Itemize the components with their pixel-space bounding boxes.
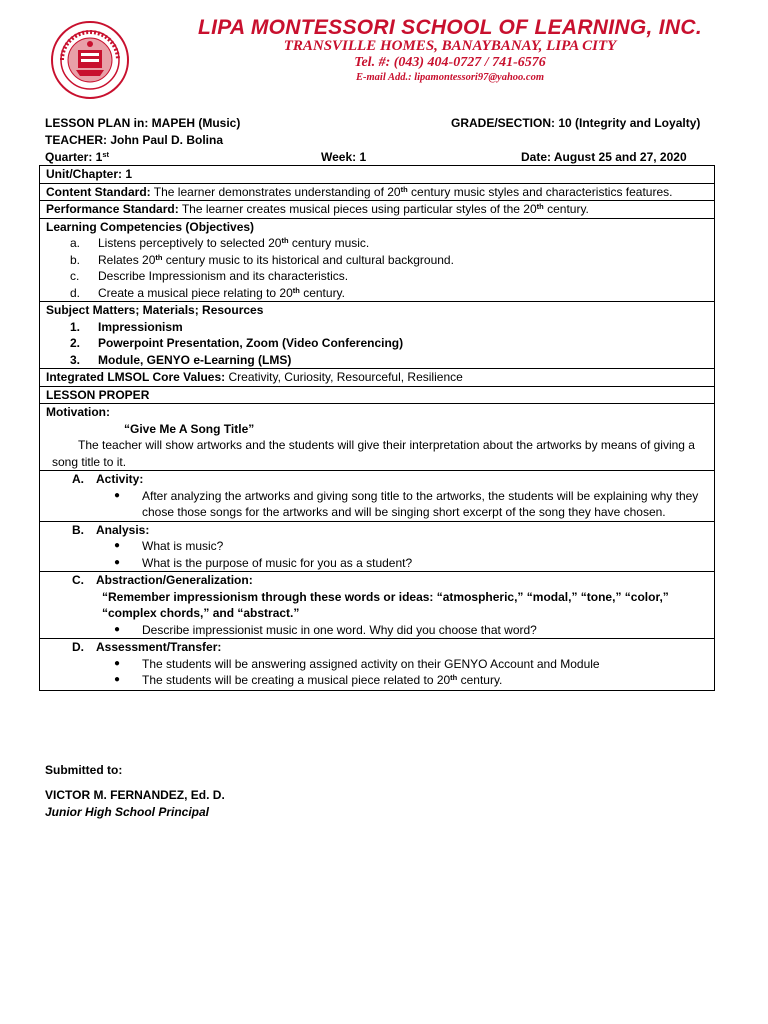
competency-item: d. Create a musical piece relating to 20th century. [70, 285, 346, 300]
motivation-text: The teacher will show artworks and the students will give their interpretation about the artworks by means of giving a song title to it. [52, 438, 695, 469]
lesson-proper-row: LESSON PROPER [40, 387, 714, 405]
lesson-date: Date: August 25 and 27, 2020 [521, 150, 687, 164]
competencies-heading: Learning Competencies (Objectives) [46, 219, 255, 234]
activity-heading: A. Activity: [72, 472, 144, 486]
abstraction-text: “Remember impressionism through these words or ideas: “atmospheric,” “modal,” “tone,” “color,” “complex chords,” and “abstract.” [102, 589, 669, 620]
grade-section: GRADE/SECTION: 10 (Integrity and Loyalty) [451, 116, 701, 130]
subject-item: 3. Module, GENYO e-Learning (LMS) [70, 352, 292, 367]
lesson-plan-subject: LESSON PLAN in: MAPEH (Music) [45, 116, 241, 130]
analysis-item: ● What is the purpose of music for you as a student? [114, 555, 413, 570]
assessment-item: ● The students will be creating a musical piece related to 20th century. [114, 673, 503, 687]
school-address: TRANSVILLE HOMES, BANAYBANAY, LIPA CITY [283, 38, 617, 54]
motivation-title: “Give Me A Song Title” [124, 421, 255, 436]
motivation-row [40, 404, 714, 471]
week: Week: 1 [321, 150, 367, 164]
quarter: Quarter: 1st [45, 150, 110, 164]
school-name: LIPA MONTESSORI SCHOOL OF LEARNING, INC. [198, 16, 702, 39]
performance-standard-row: Performance Standard: The learner creates musical pieces using particular styles of the 20th century. [40, 201, 714, 219]
school-telephone: Tel. #: (043) 404-0727 / 741-6576 [354, 55, 546, 70]
subject-item: 2. Powerpoint Presentation, Zoom (Video Conferencing) [70, 336, 404, 350]
motivation-label: Motivation: [46, 405, 110, 419]
activity-row [40, 471, 714, 522]
abstraction-item: ● Describe impressionist music in one word. Why did you choose that word? [114, 622, 537, 637]
assessment-row [40, 639, 714, 690]
analysis-item: ● What is music? [114, 539, 224, 553]
principal-title: Junior High School Principal [45, 805, 210, 819]
activity-item: ● After analyzing the artworks and giving song title to the artworks, the students will be explaining why they chose those songs for the artworks and will be singing short excerpt of the song they have chosen. [114, 488, 699, 519]
abstraction-row [40, 572, 714, 639]
content-standard-row: Content Standard: The learner demonstrates understanding of 20th century music styles and characteristics features. [40, 184, 714, 202]
competency-item: c. Describe Impressionism and its characteristics. [70, 269, 349, 283]
principal-name: VICTOR M. FERNANDEZ, Ed. D. [45, 788, 225, 802]
school-seal-icon [50, 20, 130, 100]
subject-item: 1. Impressionism [70, 319, 183, 334]
unit-row: Unit/Chapter: 1 [40, 166, 714, 184]
assessment-item: ● The students will be answering assigned activity on their GENYO Account and Module [114, 656, 600, 671]
subject-heading: Subject Matters; Materials; Resources [46, 303, 264, 317]
letterhead [0, 0, 768, 100]
competency-item: b. Relates 20th century music to its historical and cultural background. [70, 252, 454, 267]
competency-item: a. Listens perceptively to selected 20th century music. [70, 236, 370, 250]
lesson-plan-table [39, 165, 715, 691]
assessment-heading: D. Assessment/Transfer: [72, 640, 222, 654]
subject-matters-row [40, 302, 714, 369]
learning-competencies-row [40, 219, 714, 303]
analysis-row [40, 522, 714, 573]
submitted-to-label: Submitted to: [45, 763, 123, 777]
core-values-row: Integrated LMSOL Core Values: Creativity, Curiosity, Resourceful, Resilience [40, 369, 714, 387]
abstraction-heading: C. Abstraction/Generalization: [72, 573, 253, 587]
teacher-name: TEACHER: John Paul D. Bolina [45, 133, 224, 147]
analysis-heading: B. Analysis: [72, 522, 150, 537]
school-email: E-mail Add.: lipamontessori97@yahoo.com [355, 72, 545, 83]
